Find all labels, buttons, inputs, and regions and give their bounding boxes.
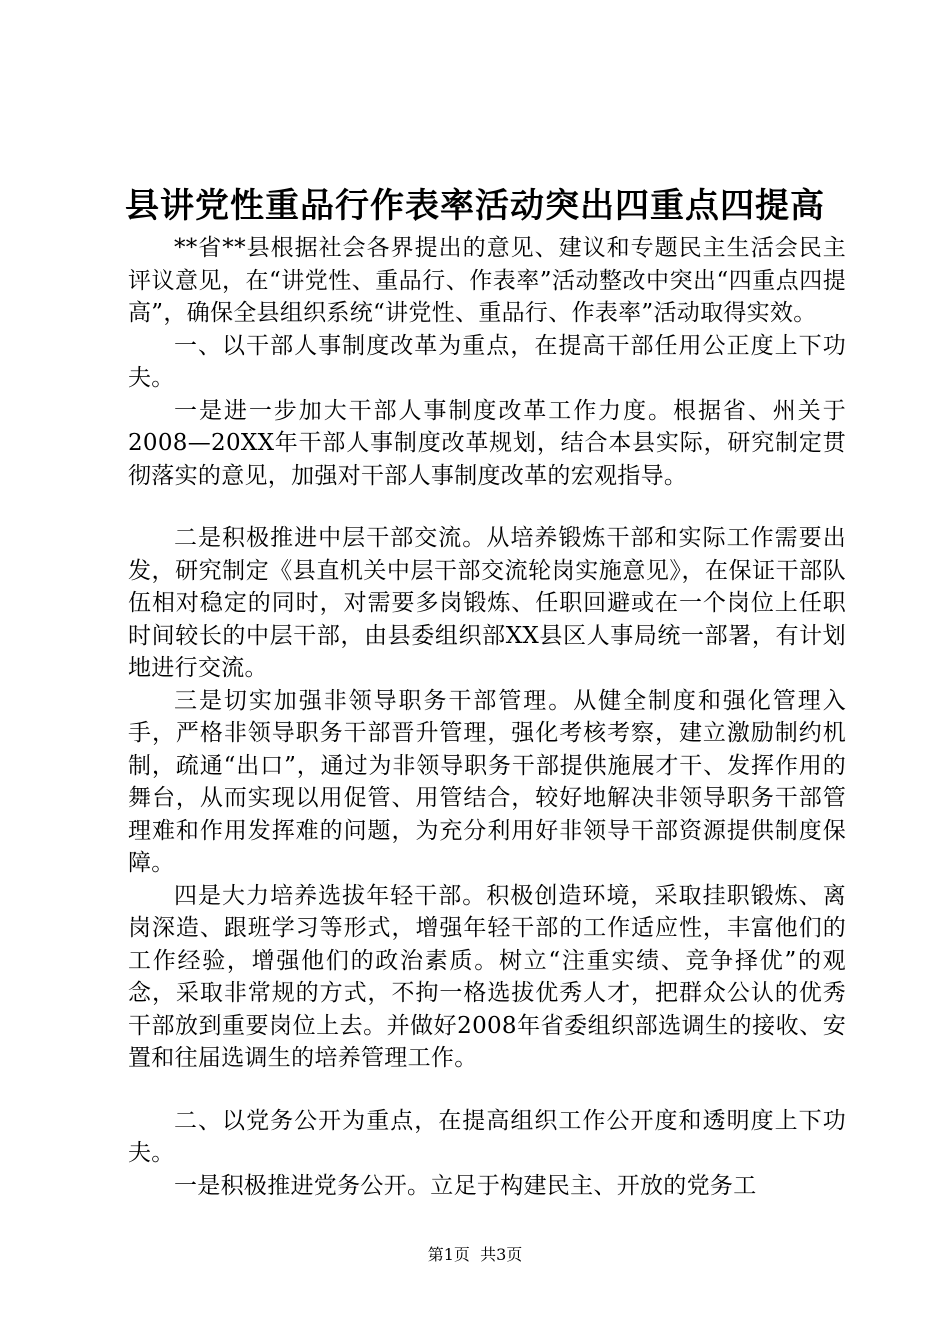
paragraph-item-3: 三是切实加强非领导职务干部管理。从健全制度和强化管理入手，严格非领导职务干部晋升管理，强化考核考察，建立激励制约机制，疏通“出口”，通过为非领导职务干部提供施展才干、发挥作用的舞台，从而实现以用促管、用管结合，较好地解决非领导职务干部管理难和作用发挥难的问题，为充分利用好非领导干部资源提供制度保障。 <box>128 687 846 876</box>
paragraph-item-5: 一是积极推进党务公开。立足于构建民主、开放的党务工 <box>174 1172 757 1199</box>
paragraph-intro: **省**县根据社会各界提出的意见、建议和专题民主生活会民主评议意见，在“讲党性、重品行、作表率”活动整改中突出“四重点四提高”，确保全县组织系统“讲党性、重品行、作表率”活动取得实效。 <box>128 235 846 326</box>
document-body <box>128 232 846 1202</box>
paragraph-item-2: 二是积极推进中层干部交流。从培养锻炼干部和实际工作需要出发，研究制定《县直机关中层干部交流轮岗实施意见》，在保证干部队伍相对稳定的同时，对需要多岗锻炼、任职回避或在一个岗位上任职时间较长的中层干部，由县委组织部XX县区人事局统一部署，有计划地进行交流。 <box>128 525 846 681</box>
section-heading-1: 一、以干部人事制度改革为重点，在提高干部任用公正度上下功夫。 <box>128 332 846 391</box>
document-title: 县讲党性重品行作表率活动突出四重点四提高 <box>125 186 825 226</box>
paragraph-item-1: 一是进一步加大干部人事制度改革工作力度。根据省、州关于2008—20XX年干部人事制度改革规划，结合本县实际，研究制定贯彻落实的意见，加强对干部人事制度改革的宏观指导。 <box>128 397 846 489</box>
section-heading-2: 二、以党务公开为重点，在提高组织工作公开度和透明度上下功夫。 <box>128 1107 846 1166</box>
paragraph-item-4: 四是大力培养选拔年轻干部。积极创造环境，采取挂职锻炼、离岗深造、跟班学习等形式，增强年轻干部的工作适应性，丰富他们的工作经验，增强他们的政治素质。树立“注重实绩、竞争择优”的观念，采取非常规的方式，不拘一格选拔优秀人才，把群众公认的优秀干部放到重要岗位上去。并做好2008年省委组织部选调生的接收、安置和往届选调生的培养管理工作。 <box>128 882 846 1071</box>
page-footer: 第1页 共3页 <box>427 1245 523 1264</box>
